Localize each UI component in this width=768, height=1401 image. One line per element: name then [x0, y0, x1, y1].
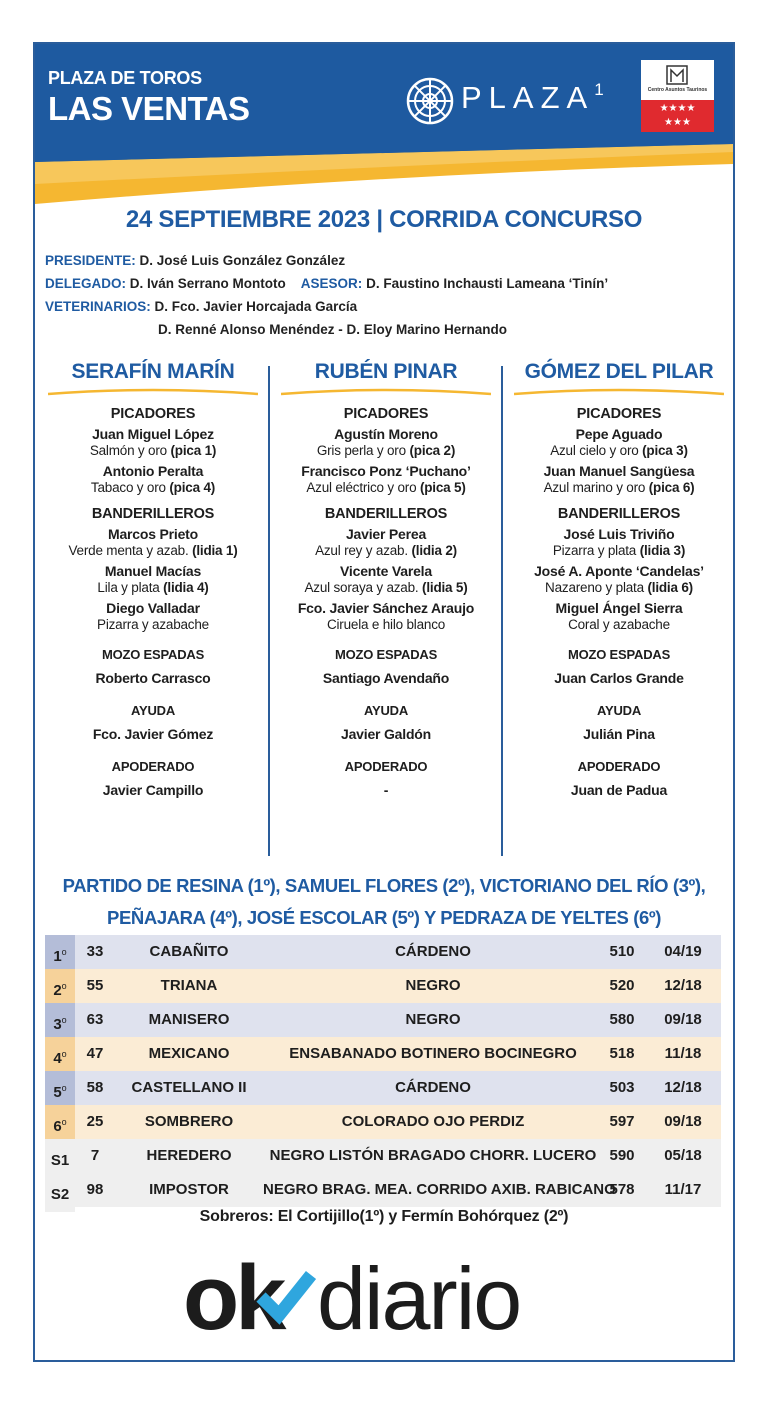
torero-name: GÓMEZ DEL PILAR — [524, 360, 714, 383]
picador-name: Francisco Ponz ‘Puchano’ — [301, 463, 471, 479]
banderillero-dress: Pizarra y plata (lidia 3) — [552, 543, 686, 558]
toro-pelaje: CÁRDENO — [395, 1079, 471, 1096]
banderillero-name: José Luis Triviño — [563, 526, 675, 542]
toro-order: 5$^o$ — [45, 1071, 75, 1110]
toro-row — [45, 935, 721, 969]
picador-dress: Azul cielo y oro (pica 3) — [550, 443, 688, 458]
toro-fecha: 09/18 — [664, 1113, 702, 1130]
apoderado-heading: APODERADO — [111, 759, 195, 774]
mozo-heading: MOZO ESPADAS — [101, 647, 205, 662]
toro-fecha: 12/18 — [664, 977, 702, 994]
toro-order: 6$^o$ — [45, 1105, 75, 1144]
toro-peso: 578 — [609, 1181, 635, 1198]
picadores-heading: PICADORES — [576, 406, 662, 422]
ayuda-heading: AYUDA — [130, 703, 176, 718]
ayuda-name: Javier Galdón — [341, 726, 431, 742]
toro-peso: 590 — [609, 1147, 635, 1164]
picador-dress: Tabaco y oro (pica 4) — [90, 480, 216, 495]
mozo-name: Santiago Avendaño — [322, 670, 450, 686]
toro-pelaje: COLORADO OJO PERDIZ — [341, 1113, 525, 1130]
event-title: 24 SEPTIEMBRE 2023 | CORRIDA CONCURSO — [125, 206, 643, 233]
toro-name: SOMBRERO — [144, 1113, 234, 1130]
ayuda-heading: AYUDA — [596, 703, 642, 718]
toro-order: S1 — [45, 1139, 75, 1178]
torero-column-2 — [272, 356, 500, 799]
apoderado-heading: APODERADO — [577, 759, 661, 774]
toro-peso: 503 — [609, 1079, 635, 1096]
banderillero-dress: Ciruela e hilo blanco — [326, 617, 446, 632]
brand-ok: ok — [183, 1247, 283, 1349]
toro-number: 58 — [86, 1079, 104, 1096]
toro-pelaje: NEGRO — [405, 977, 461, 994]
venue-subtitle: PLAZA DE TOROS — [48, 68, 202, 88]
veterinarios-row-2: D. Renné Alonso Menéndez - D. Eloy Marino Hernando — [158, 322, 508, 337]
toro-row — [45, 969, 721, 1003]
picador-dress: Azul eléctrico y oro (pica 5) — [306, 480, 466, 495]
ganaderias-line-2: PEÑAJARA (4º), JOSÉ ESCOLAR (5º) Y PEDRAZA DE YELTES (6º) — [107, 907, 661, 928]
okdiario-logo — [183, 1239, 603, 1349]
picador-name: Juan Miguel López — [92, 426, 214, 442]
toro-pelaje: NEGRO LISTÓN BRAGADO CHORR. LUCERO — [269, 1147, 597, 1164]
picador-dress: Azul marino y oro (pica 6) — [543, 480, 695, 495]
banderillero-name: Diego Valladar — [106, 600, 200, 616]
ayuda-heading: AYUDA — [363, 703, 409, 718]
plaza1-wordmark: PLAZA$^1$ — [461, 80, 604, 115]
toro-fecha: 12/18 — [664, 1079, 702, 1096]
toro-peso: 518 — [609, 1045, 635, 1062]
toro-peso: 597 — [609, 1113, 635, 1130]
toro-row — [45, 1173, 721, 1207]
rosette-icon — [405, 76, 455, 126]
banderillero-dress: Azul soraya y azab. (lidia 5) — [304, 580, 468, 595]
brand-diario: diario — [317, 1249, 521, 1348]
toro-name: HEREDERO — [146, 1147, 232, 1164]
title-underline — [48, 388, 258, 396]
banderillero-dress: Nazareno y plata (lidia 6) — [545, 580, 693, 595]
apoderado-heading: APODERADO — [344, 759, 428, 774]
toro-fecha: 04/19 — [664, 943, 702, 960]
toro-row — [45, 1071, 721, 1105]
toro-number: 55 — [86, 977, 104, 994]
picador-dress: Gris perla y oro (pica 2) — [316, 443, 456, 458]
torero-column-3 — [505, 356, 733, 799]
toro-row — [45, 1037, 721, 1071]
toros-table — [45, 935, 721, 1207]
toro-pelaje: CÁRDENO — [395, 943, 471, 960]
picador-name: Antonio Peralta — [102, 463, 204, 479]
toro-pelaje: ENSABANADO BOTINERO BOCINEGRO — [289, 1045, 577, 1062]
title-underline — [281, 388, 491, 396]
toro-order: 2$^o$ — [45, 969, 75, 1008]
toro-name: TRIANA — [160, 977, 218, 994]
toro-order: 4$^o$ — [45, 1037, 75, 1076]
toro-pelaje: NEGRO BRAG. MEA. CORRIDO AXIB. RABICANO — [263, 1181, 616, 1198]
ayuda-name: Julián Pina — [583, 726, 655, 742]
banderillero-name: Marcos Prieto — [108, 526, 198, 542]
gold-band — [35, 144, 733, 204]
toro-pelaje: NEGRO — [405, 1011, 461, 1028]
toro-name: IMPOSTOR — [149, 1181, 229, 1198]
toro-number: 33 — [86, 943, 104, 960]
toro-number: 25 — [86, 1113, 104, 1130]
picadores-heading: PICADORES — [110, 406, 196, 422]
banderillero-dress: Azul rey y azab. (lidia 2) — [315, 543, 457, 558]
toro-row — [45, 1105, 721, 1139]
banderillero-dress: Verde menta y azab. (lidia 1) — [68, 543, 238, 558]
toro-name: MANISERO — [148, 1011, 230, 1028]
toro-fecha: 11/17 — [664, 1181, 702, 1198]
picador-name: Juan Manuel Sangüesa — [543, 463, 695, 479]
toro-number: 47 — [86, 1045, 104, 1062]
building-icon — [665, 64, 689, 86]
toro-order: 3$^o$ — [45, 1003, 75, 1042]
toro-fecha: 09/18 — [664, 1011, 702, 1028]
picador-name: Agustín Moreno — [334, 426, 438, 442]
banderillero-name: Miguel Ángel Sierra — [555, 600, 683, 616]
toro-order: 1$^o$ — [45, 935, 75, 974]
toro-name: CASTELLANO II — [131, 1079, 247, 1096]
mozo-heading: MOZO ESPADAS — [334, 647, 438, 662]
sobreros-note: Sobreros: El Cortijillo(1º) y Fermín Bohórquez (2º) — [199, 1208, 569, 1225]
banderillero-dress: Pizarra y azabache — [97, 617, 209, 632]
banderilleros-heading: BANDERILLEROS — [557, 506, 681, 522]
toro-peso: 580 — [609, 1011, 635, 1028]
title-underline — [514, 388, 724, 396]
banderillero-dress: Lila y plata (lidia 4) — [97, 580, 209, 595]
mozo-heading: MOZO ESPADAS — [567, 647, 671, 662]
venue-title: LAS VENTAS — [48, 90, 250, 127]
column-divider — [268, 366, 270, 856]
apoderado-name: Javier Campillo — [102, 782, 204, 798]
presidente-row: PRESIDENTE: D. José Luis González González — [45, 253, 346, 268]
plaza1-logo — [405, 76, 615, 126]
torero-name: RUBÉN PINAR — [314, 360, 458, 383]
mozo-name: Roberto Carrasco — [95, 670, 211, 686]
banderillero-name: José A. Aponte ‘Candelas’ — [534, 563, 704, 579]
torero-column-1 — [39, 356, 267, 799]
picadores-heading: PICADORES — [343, 406, 429, 422]
column-divider — [501, 366, 503, 856]
ganaderias-block — [35, 870, 733, 934]
banderillero-name: Fco. Javier Sánchez Araujo — [297, 600, 475, 616]
stars-icon: ★★★★ ★★★ — [641, 100, 714, 132]
toro-peso: 520 — [609, 977, 635, 994]
banderillero-dress: Coral y azabache — [568, 617, 670, 632]
toro-row — [45, 1139, 721, 1173]
delegado-row: DELEGADO: D. Iván Serrano Montoto ASESOR: D. Faustino Inchausti Lameana ‘Tinín’ — [45, 276, 609, 291]
toro-fecha: 05/18 — [664, 1147, 702, 1164]
comunidad-madrid-logo — [641, 60, 714, 132]
toro-number: 7 — [90, 1147, 100, 1164]
ayuda-name: Fco. Javier Gómez — [92, 726, 214, 742]
cartel-frame: PLAZA DE TOROS LAS VENTAS PLAZA$^1$ Centro Asuntos Taurinos ★★★★ ★★★ 24 SEPTIEMBRE 2023 | CORRIDA CONCURSO PRESIDENTE: D. José Luis González González DELEGADO: D. Iván Serrano Montoto ASESOR: D. Faustino Inchausti Lameana ‘Tinín’ VETERINARIOS: D. Fco. Javier Horcajada García D. Renné Alonso Menéndez - D. Eloy Marino Hernando SERAFÍN MARÍN PICADORES Juan Miguel López Salmón y oro (pica 1) Antonio Peralta Tabaco y oro (pica 4) BANDERILLEROS Marcos Prieto Verde menta y azab. (lidia 1) Manuel Macías Lila y plata (lidia 4) Diego Valladar Pizarra y azabache MOZO ESPADAS Roberto Carrasco AYUDA Fco. Javier Gómez APODERADO Javier Campillo RUBÉN PINAR PICADORES Agustín Moreno Gris perla y oro (pica 2) Francisco Ponz ‘Puchano’ Azul eléctrico y oro (pica 5) BANDERILLEROS Javier Perea Azul rey y azab. (lidia 2) Vicente Varela Azul soraya y azab. (lidia 5) Fco. Javier Sánchez Araujo Ciruela e hilo blanco MOZO ESPADAS Santiago Avendaño AYUDA Javier Galdón APODERADO - GÓMEZ DEL PILAR PICADORES Pepe Aguado Azul cielo y oro (pica 3) Juan Manuel Sangüesa Azul marino y oro (pica 6) BANDERILLEROS José Luis Triviño Pizarra y plata (lidia 3) José A. Aponte ‘Candelas’ Nazareno y plata (lidia 6) Miguel Ángel Sierra Coral y azabache MOZO ESPADAS Juan Carlos Grande AYUDA Julián Pina APODERADO Juan de Padua PARTIDO DE RESINA (1º), SAMUEL FLORES (2º), VICTORIANO DEL RÍO (3º), PEÑAJARA (4º), JOSÉ ESCOLAR (5º) Y PEDRAZA DE YELTES (6º) 1$^o$ 33 CABAÑITO CÁRDENO 510 04/19 2$^o$ 55 TRIANA NEGRO 520 12/18 3$^o$ 63 MANISERO NEGRO 580 09/18 4$^o$ 47 MEXICANO ENSABANADO BOTINERO BOCINEGRO 518 11/18 5$^o$ 58 CASTELLANO II CÁRDENO 503 12/18 6$^o$ 25 SOMBRERO COLORADO OJO PERDIZ 597 09/18 S1 7 HEREDERO NEGRO LISTÓN BRAGADO CHORR. LUCERO 590 05/18 S2 98 IMPOSTOR NEGRO BRAG. MEA. CORRIDO AXIB. RABICANO 578 11/17 Sobreros: El Cortijillo(1º) y Fermín Bohórquez (2º) ok diario grupo mat — [33, 42, 735, 1362]
cm-logo-text: Centro Asuntos Taurinos — [647, 87, 708, 93]
torero-name: SERAFÍN MARÍN — [71, 360, 235, 383]
picador-dress: Salmón y oro (pica 1) — [89, 443, 217, 458]
officials-block — [45, 249, 608, 341]
toro-name: CABAÑITO — [149, 943, 229, 960]
banderillero-name: Javier Perea — [345, 526, 427, 542]
banderillero-name: Manuel Macías — [104, 563, 202, 579]
toro-number: 63 — [86, 1011, 104, 1028]
banderilleros-heading: BANDERILLEROS — [91, 506, 215, 522]
banderilleros-heading: BANDERILLEROS — [324, 506, 448, 522]
mozo-name: Juan Carlos Grande — [554, 670, 684, 686]
toro-name: MEXICANO — [148, 1045, 230, 1062]
ganaderias-line-1: PARTIDO DE RESINA (1º), SAMUEL FLORES (2º), VICTORIANO DEL RÍO (3º), — [62, 875, 706, 896]
toro-number: 98 — [86, 1181, 104, 1198]
toro-order: S2 — [45, 1173, 75, 1212]
picador-name: Pepe Aguado — [575, 426, 663, 442]
toro-fecha: 11/18 — [664, 1045, 702, 1062]
toro-peso: 510 — [609, 943, 635, 960]
toro-row — [45, 1003, 721, 1037]
apoderado-name: Juan de Padua — [570, 782, 668, 798]
veterinarios-row: VETERINARIOS: D. Fco. Javier Horcajada García — [45, 299, 358, 314]
banderillero-name: Vicente Varela — [340, 563, 432, 579]
apoderado-name: - — [383, 782, 389, 798]
